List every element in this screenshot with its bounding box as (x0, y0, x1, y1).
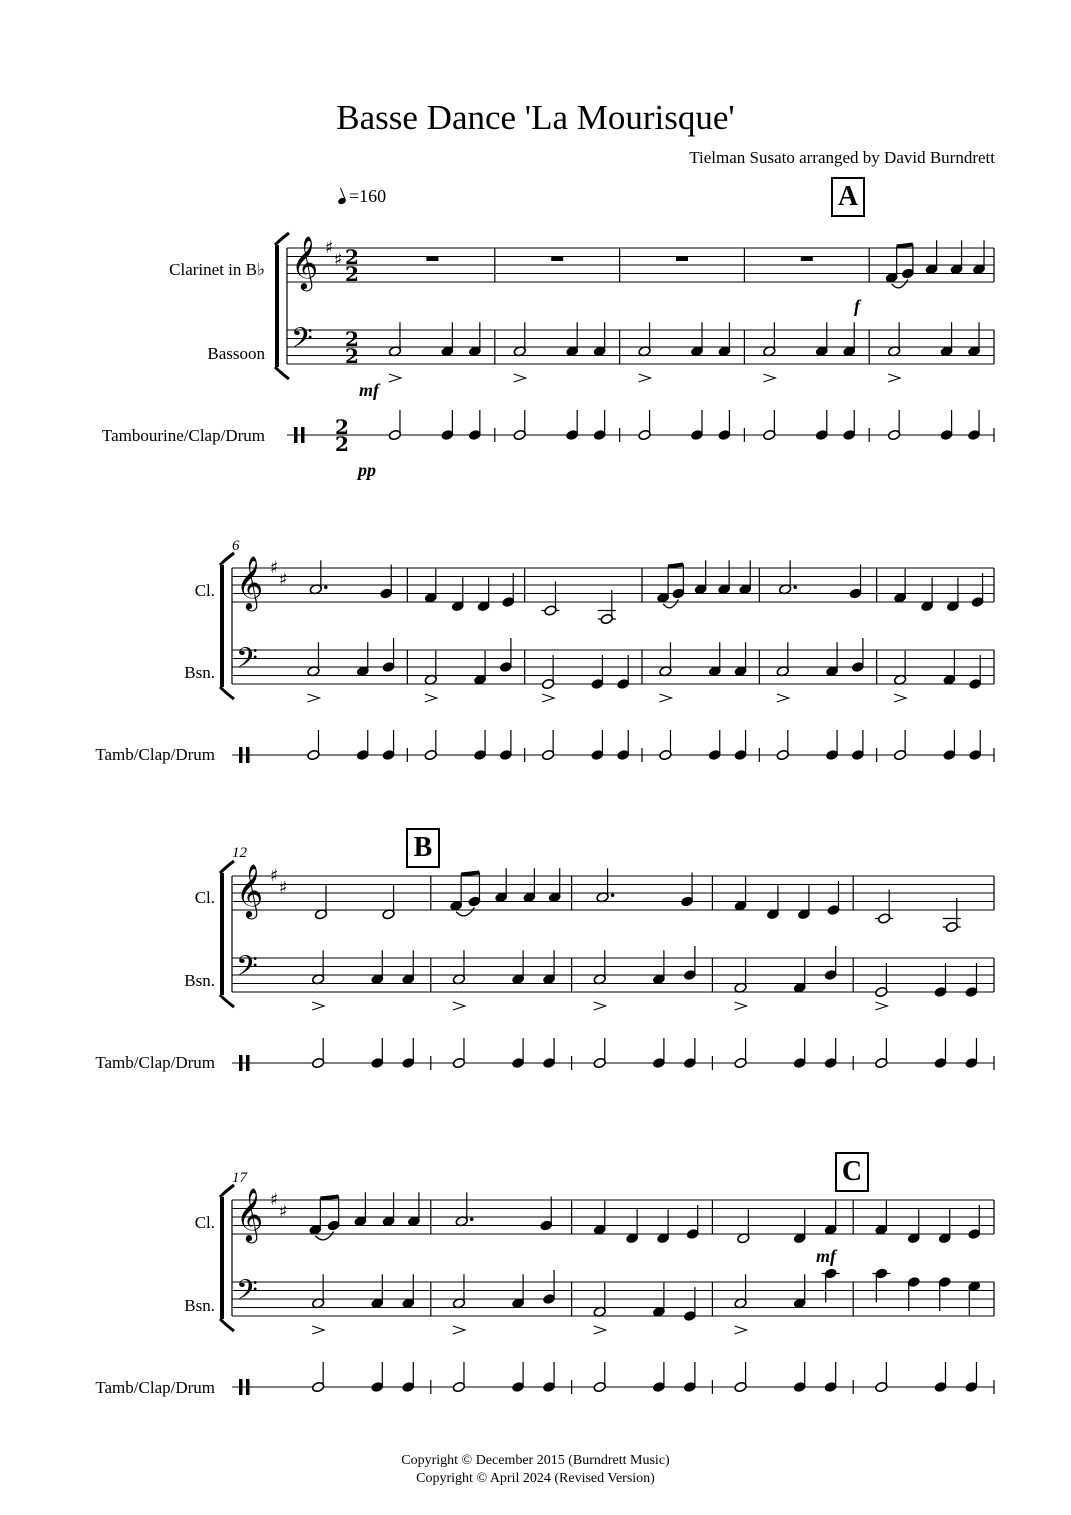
sharp-icon: ♯ (279, 570, 288, 590)
accent-mark (307, 694, 319, 702)
percussion-clef-icon (246, 1379, 250, 1395)
accent-mark (312, 1326, 324, 1334)
system-bracket (275, 245, 279, 367)
whole-rest (801, 257, 813, 262)
instrument-label-percussion-short: Tamb/Clap/Drum (95, 1053, 215, 1072)
accent-mark (425, 694, 437, 702)
copyright-footer (0, 1452, 1071, 1488)
rehearsal-mark-b: B (406, 828, 440, 868)
time-signature: 2 (345, 344, 359, 368)
instrument-label-clarinet: Clarinet in B♭ (169, 260, 265, 279)
accent-mark (659, 694, 671, 702)
whole-rest (551, 257, 563, 262)
score-title: Basse Dance 'La Mourisque' (336, 98, 735, 137)
note-beam (320, 1197, 338, 1199)
bass-clef-icon: 𝄢 (236, 642, 258, 682)
time-signature: 2 (345, 262, 359, 286)
sharp-icon: ♯ (270, 866, 279, 886)
treble-clef-icon: 𝄞 (236, 555, 264, 609)
instrument-label-bassoon-short: Bsn. (184, 1296, 215, 1315)
system-bracket (275, 233, 289, 245)
percussion-clef-icon (301, 427, 305, 443)
system-bracket (220, 1319, 234, 1331)
augmentation-dot (793, 585, 797, 589)
accent-mark (453, 1326, 465, 1334)
sharp-icon: ♯ (279, 1202, 288, 1222)
note-beam (461, 873, 479, 875)
percussion-clef-icon (239, 747, 243, 763)
measure-number: 6 (232, 538, 240, 554)
system-bracket (220, 565, 224, 687)
accent-mark (735, 1002, 747, 1010)
instrument-label-bassoon: Bassoon (207, 344, 265, 363)
instrument-label-percussion-short: Tamb/Clap/Drum (95, 745, 215, 764)
dynamic-marking: pp (358, 460, 376, 480)
accent-mark (639, 374, 651, 382)
accent-mark (453, 1002, 465, 1010)
sharp-icon: ♯ (279, 878, 288, 898)
accent-mark (514, 374, 526, 382)
instrument-label-percussion: Tambourine/Clap/Drum (101, 426, 265, 445)
system-bracket (220, 995, 234, 1007)
system-bracket (220, 687, 234, 699)
time-signature: 2 (335, 415, 349, 439)
percussion-clef-icon (246, 747, 250, 763)
percussion-clef-icon (294, 427, 298, 443)
rehearsal-mark-a: A (831, 177, 865, 217)
sharp-icon: ♯ (270, 1190, 279, 1210)
instrument-label-bassoon-short: Bsn. (184, 663, 215, 682)
time-signature: 2 (345, 245, 359, 269)
instrument-label-percussion-short: Tamb/Clap/Drum (95, 1378, 215, 1397)
percussion-clef-icon (246, 1055, 250, 1071)
accent-mark (894, 694, 906, 702)
accent-mark (763, 374, 775, 382)
instrument-label-bassoon-short: Bsn. (184, 971, 215, 990)
accent-mark (735, 1326, 747, 1334)
system-bracket (220, 1185, 234, 1197)
tempo-value: =160 (349, 186, 387, 206)
sharp-icon: ♯ (270, 558, 279, 578)
accent-mark (594, 1326, 606, 1334)
time-signature: 2 (335, 432, 349, 456)
note-beam (668, 565, 683, 567)
accent-mark (389, 374, 401, 382)
bass-clef-icon: 𝄢 (236, 950, 258, 990)
treble-clef-icon: 𝄞 (236, 1187, 264, 1241)
augmentation-dot (611, 893, 615, 897)
whole-rest (426, 257, 438, 262)
sharp-icon: ♯ (334, 250, 343, 270)
bass-clef-icon: 𝄢 (236, 1274, 258, 1314)
whole-rest (676, 257, 688, 262)
accent-mark (875, 1002, 887, 1010)
dynamic-marking: mf (359, 380, 379, 400)
accent-mark (312, 1002, 324, 1010)
composer-credit: Tielman Susato arranged by David Burndrett (689, 148, 995, 167)
copyright-line: Copyright © December 2015 (Burndrett Music) (401, 1453, 670, 1468)
rehearsal-mark-c: C (835, 1152, 869, 1192)
accent-mark (542, 694, 554, 702)
system-bracket (220, 1197, 224, 1319)
accent-mark (777, 694, 789, 702)
instrument-label-clarinet-short: Cl. (194, 581, 215, 600)
instrument-label-clarinet-short: Cl. (194, 1213, 215, 1232)
time-signature: 2 (345, 327, 359, 351)
dynamic-marking: mf (816, 1246, 836, 1266)
percussion-clef-icon (239, 1055, 243, 1071)
dynamic-marking: f (854, 296, 860, 316)
instrument-label-clarinet-short: Cl. (194, 888, 215, 907)
system-bracket (275, 367, 289, 379)
sharp-icon: ♯ (325, 238, 334, 258)
note-beam (897, 245, 913, 247)
system-bracket (220, 553, 234, 565)
measure-number: 17 (232, 1170, 247, 1186)
augmentation-dot (324, 585, 328, 589)
system-bracket (220, 873, 224, 995)
measure-number: 12 (232, 845, 247, 861)
augmentation-dot (470, 1217, 474, 1221)
accent-mark (594, 1002, 606, 1010)
percussion-clef-icon (239, 1379, 243, 1395)
copyright-line: Copyright © April 2024 (Revised Version) (416, 1471, 655, 1486)
bass-clef-icon: 𝄢 (291, 322, 313, 362)
treble-clef-icon: 𝄞 (291, 235, 319, 289)
treble-clef-icon: 𝄞 (236, 863, 264, 917)
system-bracket (220, 861, 234, 873)
accent-mark (888, 374, 900, 382)
